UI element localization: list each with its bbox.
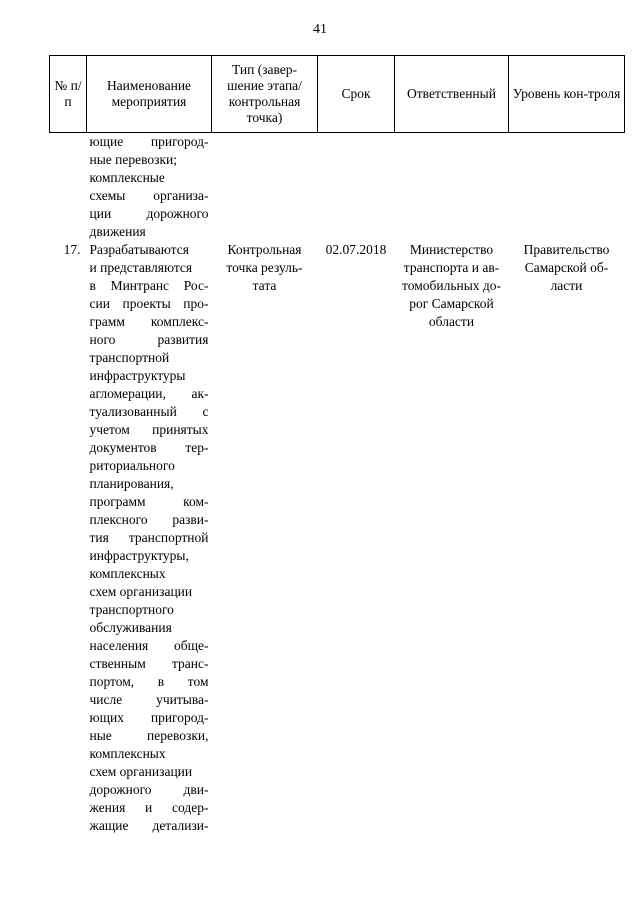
text-line: дорожного дви- bbox=[89, 782, 209, 797]
page-number: 41 bbox=[313, 22, 327, 37]
text-line: тата bbox=[252, 278, 277, 293]
text-line: ные перевозки; bbox=[89, 152, 178, 167]
text-line: документов тер- bbox=[89, 440, 209, 455]
text-line: схемы организа- bbox=[89, 188, 209, 203]
row-17-name-cell bbox=[87, 241, 212, 835]
row-17-control-cell bbox=[509, 241, 625, 835]
text-line: туализованный с bbox=[89, 404, 209, 419]
text-line: ственным транс- bbox=[89, 656, 209, 671]
text-line: агломерации, ак- bbox=[89, 386, 209, 401]
text-line: схем организации bbox=[89, 764, 193, 779]
text-line: точка резуль- bbox=[226, 260, 303, 275]
header-control: Уровень кон-троля bbox=[509, 56, 625, 133]
row-17-deadline-cell: 02.07.2018 bbox=[325, 242, 387, 257]
text-line: ласти bbox=[550, 278, 583, 293]
row-17-responsible-cell bbox=[395, 241, 509, 835]
action-plan-table bbox=[49, 55, 625, 835]
text-line: обслуживания bbox=[89, 620, 172, 635]
table-row-17 bbox=[50, 241, 625, 835]
text-line: и представляются bbox=[89, 260, 193, 275]
text-line: Разрабатываются bbox=[89, 242, 189, 257]
text-line: ные перевозки, bbox=[89, 728, 209, 743]
text-line: комплексных bbox=[89, 566, 166, 581]
text-line: жения и содер- bbox=[89, 800, 209, 815]
text-line: ного развития bbox=[89, 332, 209, 347]
text-line: транспортного bbox=[89, 602, 174, 617]
text-line: планирования, bbox=[89, 476, 174, 491]
text-line: инфраструктуры, bbox=[89, 548, 189, 563]
header-type: Тип (завер-шение этапа/ контрольная точка) bbox=[212, 56, 318, 133]
text-line: движения bbox=[89, 224, 146, 239]
text-line: транспортной bbox=[89, 350, 170, 365]
text-line: в Минтранс Рос- bbox=[89, 278, 209, 293]
continuation-name-cell bbox=[87, 133, 212, 242]
row-number: 17. bbox=[63, 242, 81, 257]
text-line: риториального bbox=[89, 458, 175, 473]
text-line: Правительство bbox=[523, 242, 610, 257]
header-num: № п/п bbox=[50, 56, 87, 133]
row-17-type-cell bbox=[212, 241, 318, 835]
text-line: рог Самарской bbox=[409, 296, 494, 311]
text-line: ющие пригород- bbox=[89, 134, 209, 149]
text-line: числе учитыва- bbox=[89, 692, 209, 707]
text-line: учетом принятых bbox=[89, 422, 209, 437]
table-row-continuation bbox=[50, 133, 625, 242]
text-line: населения обще- bbox=[89, 638, 209, 653]
text-line: комплексных bbox=[89, 746, 166, 761]
header-name: Наименование мероприятия bbox=[87, 56, 212, 133]
text-line: Самарской об- bbox=[524, 260, 609, 275]
text-line: ции дорожного bbox=[89, 206, 209, 221]
header-deadline: Срок bbox=[318, 56, 395, 133]
text-line: Контрольная bbox=[227, 242, 302, 257]
text-line: томобильных до- bbox=[401, 278, 502, 293]
table-header-row bbox=[50, 56, 625, 133]
text-line: жащие детализи- bbox=[89, 818, 209, 833]
text-line: транспорта и ав- bbox=[403, 260, 500, 275]
text-line: тия транспортной bbox=[89, 530, 209, 545]
text-line: грамм комплекс- bbox=[89, 314, 209, 329]
text-line: инфраструктуры bbox=[89, 368, 186, 383]
header-responsible: Ответственный bbox=[395, 56, 509, 133]
text-line: программ ком- bbox=[89, 494, 209, 509]
text-line: области bbox=[428, 314, 475, 329]
text-line: Министерство bbox=[409, 242, 494, 257]
text-line: схем организации bbox=[89, 584, 193, 599]
text-line: ющих пригород- bbox=[89, 710, 209, 725]
text-line: комплексные bbox=[89, 170, 165, 185]
text-line: портом, в том bbox=[89, 674, 209, 689]
text-line: плексного разви- bbox=[89, 512, 209, 527]
text-line: сии проекты про- bbox=[89, 296, 209, 311]
